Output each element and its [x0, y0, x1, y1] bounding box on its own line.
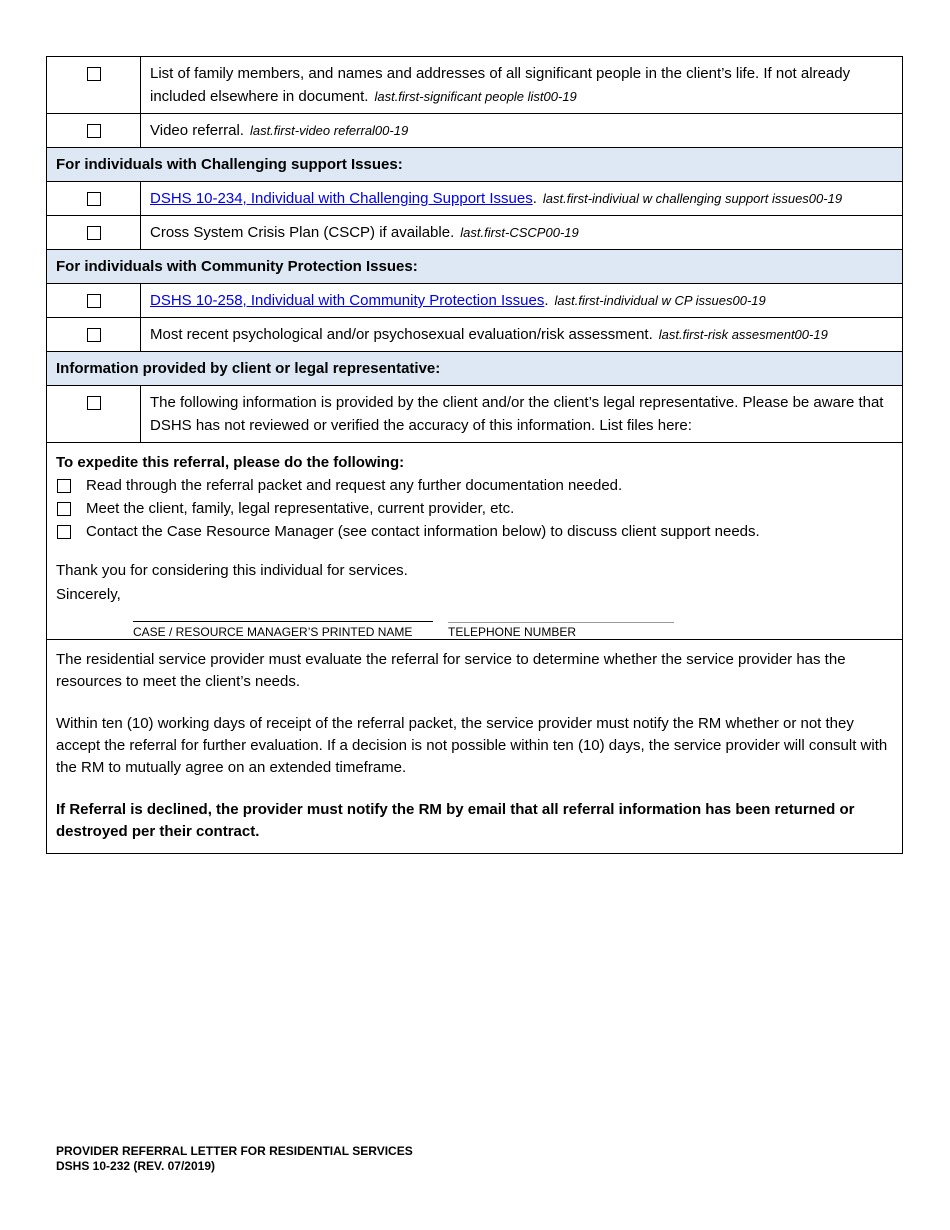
expedite-item-label: Contact the Case Resource Manager (see contact information below) to discuss client support needs.: [86, 523, 760, 540]
document-checkbox[interactable]: [87, 294, 101, 308]
document-text: .: [532, 190, 537, 207]
expedite-item[interactable]: [56, 520, 893, 543]
file-name: last.first-risk assesment00-19: [658, 327, 828, 342]
signature-line[interactable]: [133, 621, 433, 622]
document-checkbox[interactable]: [87, 67, 101, 81]
note-paragraph: The residential service provider must evaluate the referral for service to determine whether the service provider has the resources to meet the client’s needs.: [56, 651, 846, 690]
document-checkbox[interactable]: [87, 226, 101, 240]
document-row: [47, 284, 902, 318]
document-checkbox[interactable]: [87, 396, 101, 410]
form-number: DSHS 10-232 (REV. 07/2019): [56, 1159, 215, 1173]
document-description: [141, 57, 903, 114]
phone-line[interactable]: [448, 622, 674, 623]
checkbox-cell: [47, 114, 141, 148]
document-description: [141, 386, 903, 443]
document-row: [47, 114, 902, 148]
footer-title: PROVIDER REFERRAL LETTER FOR RESIDENTIAL SERVICES: [56, 1144, 413, 1158]
checkbox-cell: [47, 57, 141, 114]
checkbox-cell: [47, 386, 141, 443]
section-header: For individuals with Community Protection Issues:: [47, 250, 902, 284]
expedite-checkbox[interactable]: [57, 502, 71, 516]
expedite-item[interactable]: [56, 474, 893, 497]
document-row: [47, 386, 902, 443]
closing-text: Sincerely,: [56, 586, 121, 603]
signature-block: [56, 607, 893, 647]
provider-notes: [47, 640, 902, 853]
document-row: [47, 182, 902, 216]
documents-table: [47, 57, 902, 443]
file-name: last.first-significant people list00-19: [374, 89, 577, 104]
document-description: [141, 216, 903, 250]
section-header: Information provided by client or legal representative:: [47, 352, 902, 386]
checkbox-cell: [47, 284, 141, 318]
section-header-row: [47, 352, 902, 386]
section-header-row: [47, 148, 902, 182]
file-name: last.first-CSCP00-19: [460, 225, 579, 240]
document-row: [47, 318, 902, 352]
file-name: last.first-indiviual w challenging support issues00-19: [542, 191, 843, 206]
document-description: [141, 318, 903, 352]
checkbox-cell: [47, 182, 141, 216]
document-text: Video referral.: [150, 122, 244, 139]
document-checkbox[interactable]: [87, 192, 101, 206]
note-paragraph: Within ten (10) working days of receipt of the referral packet, the service provider must notify the RM whether or not they accept the referral for further evaluation. If a decision is not possible within ten (10) days, the service provider will consult with the RM to mutually agree on an extended timeframe.: [56, 715, 888, 776]
referral-form-frame: [46, 56, 903, 854]
document-description: [141, 284, 903, 318]
expedite-item-label: Meet the client, family, legal representative, current provider, etc.: [86, 500, 515, 517]
document-text: List of family members, and names and addresses of all significant people in the client’s life. If not already included elsewhere in document.: [150, 65, 851, 105]
expedite-item-label: Read through the referral packet and request any further documentation needed.: [86, 477, 623, 494]
document-description: [141, 182, 903, 216]
document-text: Cross System Crisis Plan (CSCP) if available.: [150, 224, 455, 241]
expedite-item[interactable]: [56, 497, 893, 520]
document-text: .: [544, 292, 549, 309]
declined-notice: If Referral is declined, the provider must notify the RM by email that all referral information has been returned or destroyed per their contract.: [56, 801, 855, 840]
form-link[interactable]: DSHS 10-234, Individual with Challenging Support Issues: [150, 190, 533, 207]
document-row: [47, 216, 902, 250]
section-header-row: [47, 250, 902, 284]
document-text: Most recent psychological and/or psychosexual evaluation/risk assessment.: [150, 326, 653, 343]
checkbox-cell: [47, 318, 141, 352]
phone-label: TELEPHONE NUMBER: [448, 625, 577, 639]
thanks-text: Thank you for considering this individual for services.: [56, 562, 408, 579]
file-name: last.first-video referral00-19: [249, 123, 409, 138]
document-checkbox[interactable]: [87, 124, 101, 138]
form-link[interactable]: DSHS 10-258, Individual with Community Protection Issues: [150, 292, 545, 309]
expedite-checkbox[interactable]: [57, 479, 71, 493]
document-text: The following information is provided by the client and/or the client’s legal representative. Please be aware that DSHS has not reviewed or verified the accuracy of this information. List files here:: [150, 394, 884, 434]
document-row: [47, 57, 902, 114]
signature-label: CASE / RESOURCE MANAGER’S PRINTED NAME: [133, 625, 413, 639]
file-name: last.first-individual w CP issues00-19: [554, 293, 766, 308]
document-checkbox[interactable]: [87, 328, 101, 342]
expedite-heading: To expedite this referral, please do the following:: [56, 454, 405, 471]
page-footer: [56, 1144, 413, 1174]
expedite-section: [47, 443, 902, 640]
checkbox-cell: [47, 216, 141, 250]
document-description: [141, 114, 903, 148]
expedite-checkbox[interactable]: [57, 525, 71, 539]
section-header: For individuals with Challenging support Issues:: [47, 148, 902, 182]
